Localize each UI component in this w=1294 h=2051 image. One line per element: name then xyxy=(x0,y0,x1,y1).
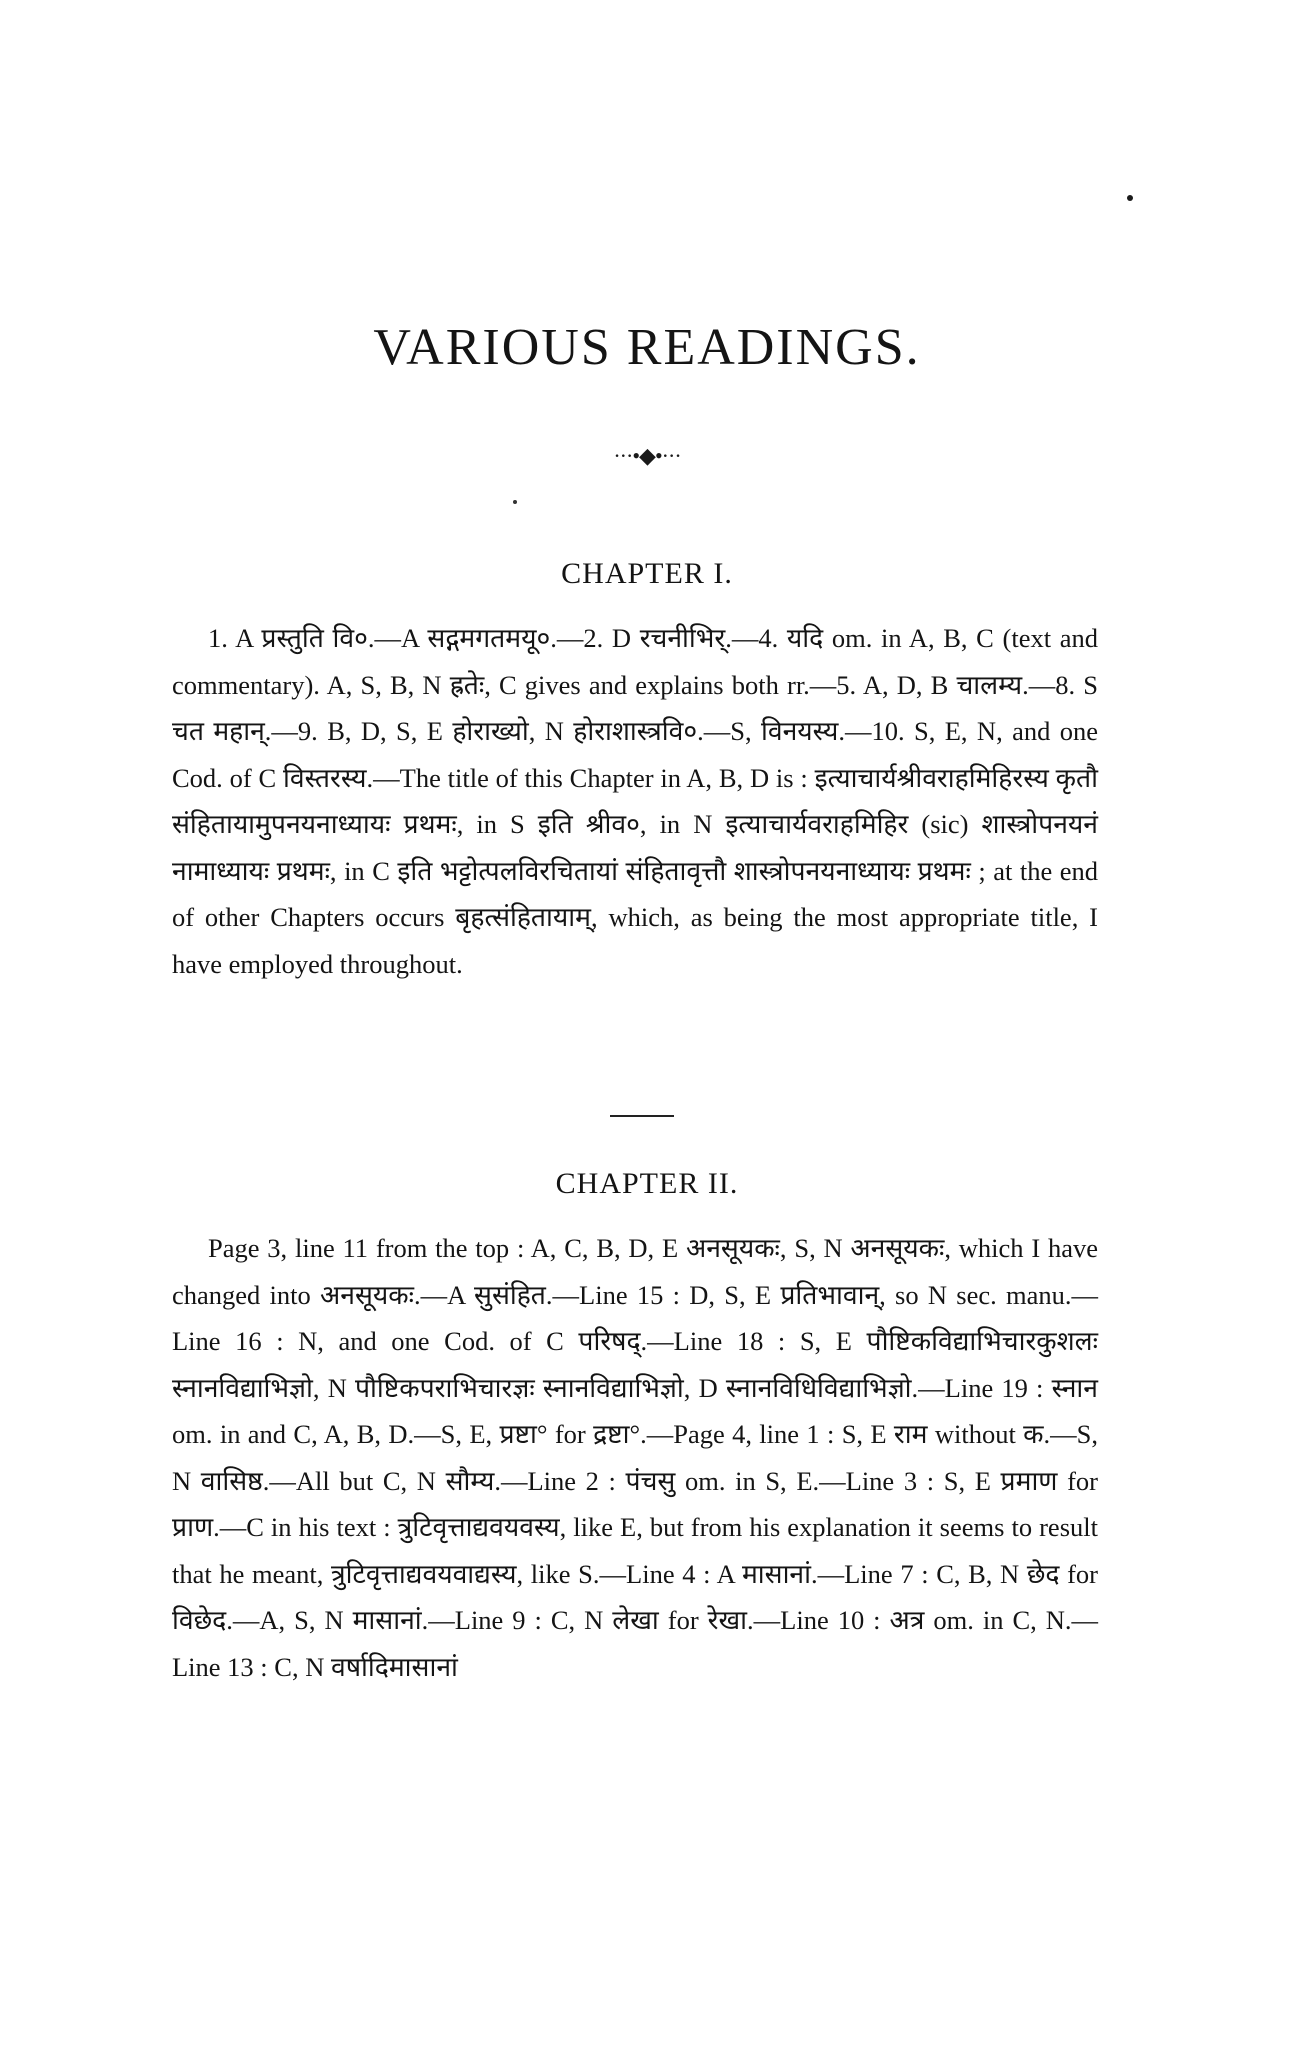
ink-dot xyxy=(1127,195,1133,201)
chapter-text: 1. A प्रस्तुति वि०.—A सद्गमगतमयू०.—2. D रचनीभिर्.—4. यदि om. in A, B, C (text and commentary). A, S, B, N ह्रतेः, C gives and explains both rr.—5. A, D, B चालम्य.—8. S चत महान्.—9. B, D, S, E होराख्यो, N होराशास्त्रवि०.—S, विनयस्य.—10. S, E, N, and one Cod. of C विस्तरस्य.—The title of this Chapter in A, B, D is : इत्याचार्यश्रीवराहमिहिरस्य कृतौ संहितायामुपनयनाध्यायः प्रथमः, in S इति श्रीव०, in N इत्याचार्यवराहमिहिर (sic) शास्त्रोपनयनं नामाध्यायः प्रथमः, in C इति भट्टोत्पलविरचितायां संहितावृत्तौ शास्त्रोपनयनाध्यायः प्रथमः ; at the end of other Chapters occurs बृहत्संहितायाम्, which, as being the most appropriate title, I have employed throughout. xyxy=(172,623,1098,979)
chapter-text: Page 3, line 11 from the top : A, C, B, D, E अनसूयकः, S, N अनसूयकः, which I have changed into अनसूयकः.—A सुसंहित.—Line 15 : D, S, E प्रतिभावान्, so N sec. manu.—Line 16 : N, and one Cod. of C परिषद्.—Line 18 : S, E पौष्टिकविद्याभिचारकुशलः स्नानविद्याभिज्ञो, N पौष्टिकपराभिचारज्ञः स्नानविद्याभिज्ञो, D स्नानविधिविद्याभिज्ञो.—Line 19 : स्नान om. in and C, A, B, D.—S, E, प्रष्टा° for द्रष्टा°.—Page 4, line 1 : S, E राम without क.—S, N वासिष्ठ.—All but C, N सौम्य.—Line 2 : पंचसु om. in S, E.—Line 3 : S, E प्रमाण for प्राण.—C in his text : त्रुटिवृत्ताद्यवयवस्य, like E, but from his explanation it seems to result that he meant, त्रुटिवृत्ताद्यवयवाद्यस्य, like S.—Line 4 : A मासानां.—Line 7 : C, B, N छेद for विछेद.—A, S, N मासानां.—Line 9 : C, N लेखा for रेखा.—Line 10 : अत्र om. in C, N.—Line 13 : C, N वर्षादिमासानां xyxy=(172,1233,1098,1682)
chapter-heading: CHAPTER I. xyxy=(561,557,733,590)
section-divider xyxy=(610,1115,674,1117)
title-ornament: ···•◆•··· xyxy=(613,443,681,468)
chapter-heading: CHAPTER II. xyxy=(555,1167,739,1200)
page-title: VARIOUS READINGS. xyxy=(373,319,921,376)
ink-dot xyxy=(513,500,517,504)
